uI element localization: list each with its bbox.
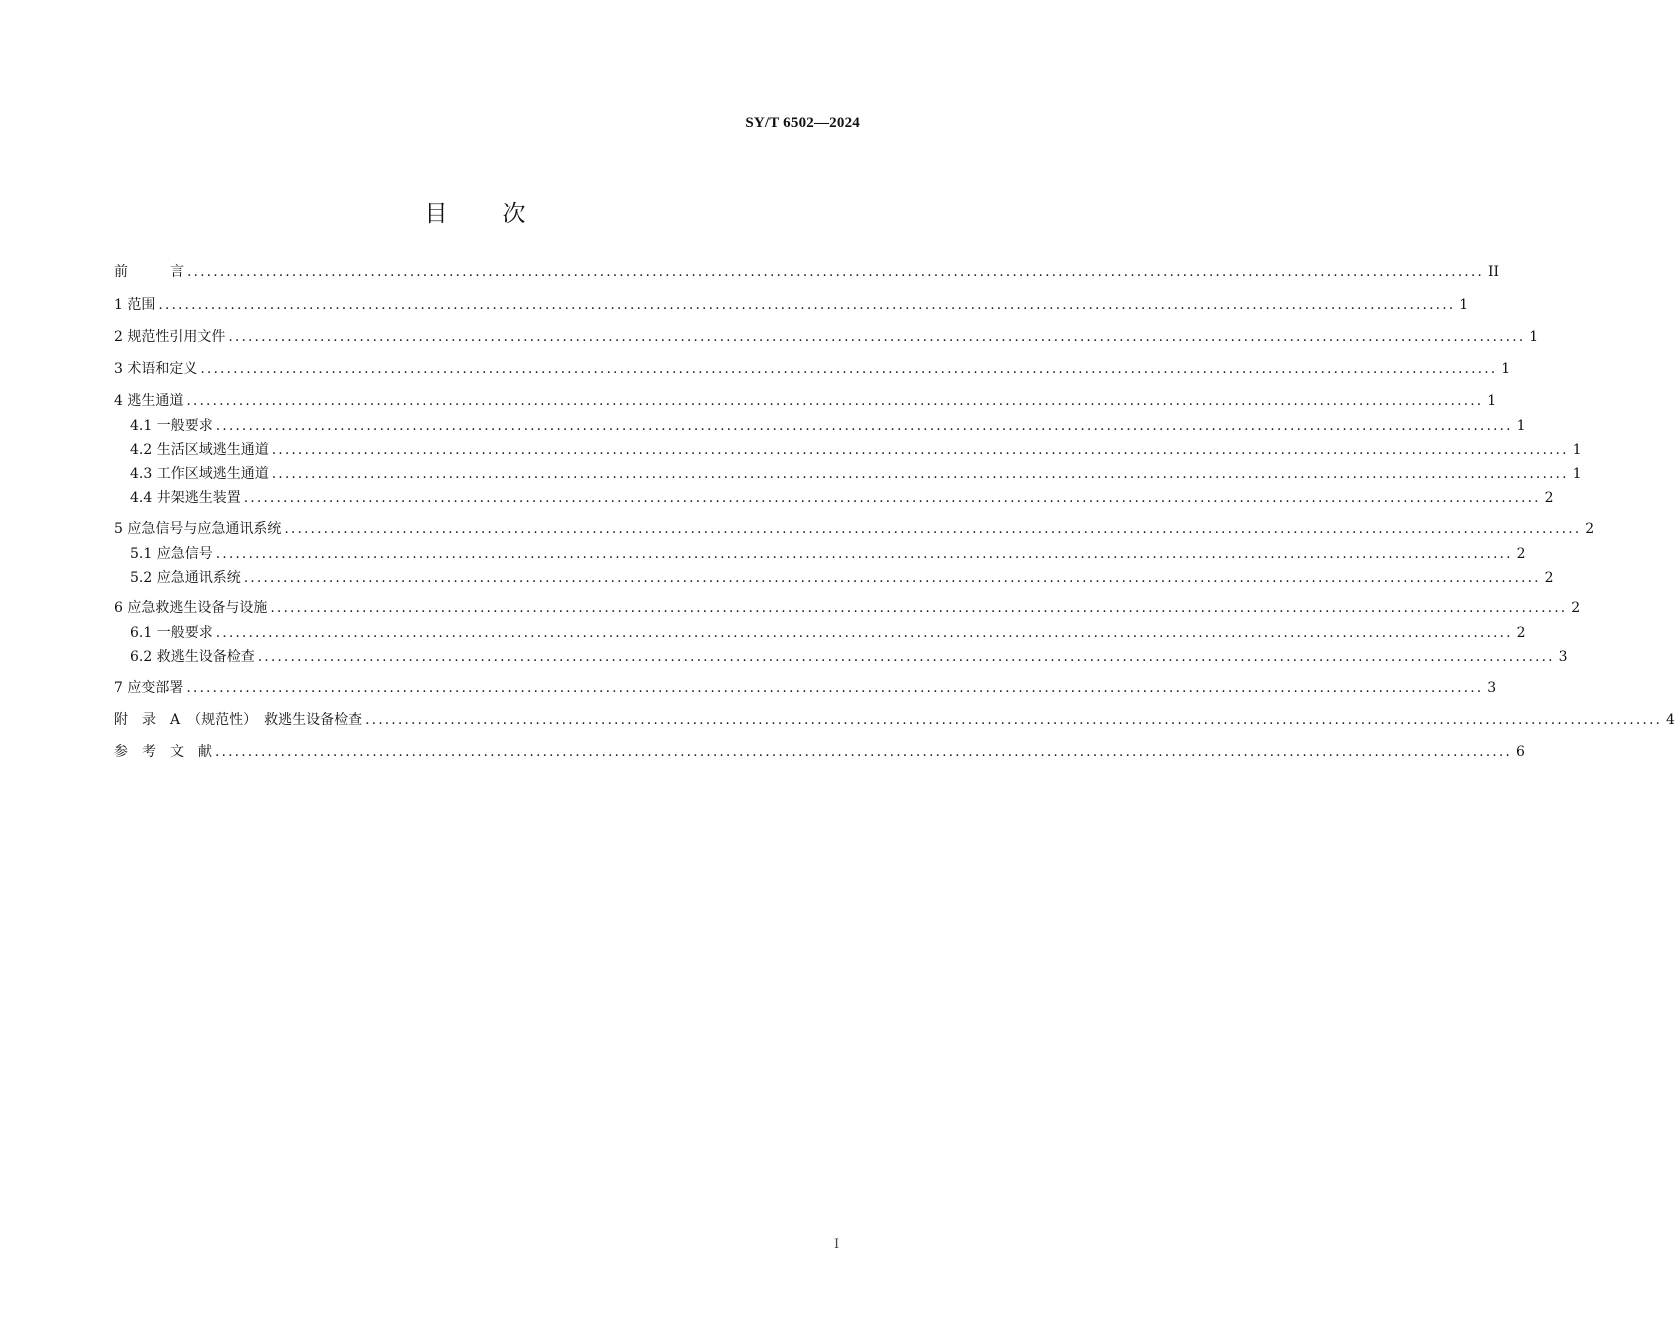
toc-entry-label: 7 应变部署	[114, 680, 184, 696]
toc-entry-4-3[interactable]	[130, 464, 1582, 484]
toc-entry-page: 2	[1544, 490, 1554, 506]
toc-entry-label: 附 录 A （规范性） 救逃生设备检查	[114, 712, 363, 728]
toc-entry-page: 1	[1487, 393, 1497, 409]
toc-entry-label: 前 言	[114, 264, 184, 280]
toc-entry-foreword[interactable]	[114, 262, 1499, 282]
dot-leader: ......................................................................................................................................................................................................	[187, 264, 1484, 280]
toc-entry-page: 1	[1529, 329, 1539, 345]
dot-leader: ......................................................................................................................................................................................................	[270, 600, 1568, 616]
toc-entry-appendix-a[interactable]	[114, 710, 1675, 730]
toc-entry-5-1[interactable]	[130, 544, 1526, 564]
dot-leader: ......................................................................................................................................................................................................	[365, 712, 1663, 728]
toc-entry-4-4[interactable]	[130, 488, 1554, 508]
toc-entry-label: 4.2 生活区域逃生通道	[130, 442, 269, 458]
toc-entry-page: 2	[1516, 546, 1526, 562]
toc-entry-label: 5 应急信号与应急通讯系统	[114, 521, 282, 537]
toc-entry-page: 1	[1572, 466, 1582, 482]
standard-code: SY/T 6502—2024	[745, 115, 860, 131]
dot-leader: ......................................................................................................................................................................................................	[284, 521, 1582, 537]
toc-entry-label: 3 术语和定义	[114, 361, 198, 377]
toc-entry-3[interactable]	[114, 359, 1511, 379]
dot-leader: ......................................................................................................................................................................................................	[215, 744, 1512, 760]
dot-leader: ......................................................................................................................................................................................................	[186, 680, 1484, 696]
dot-leader: ......................................................................................................................................................................................................	[200, 361, 1498, 377]
toc-entry-7[interactable]	[114, 678, 1497, 698]
toc-entry-label: 6.2 救逃生设备检查	[130, 649, 255, 665]
toc-entry-label: 4.4 井架逃生装置	[130, 490, 241, 506]
page-title	[0, 195, 950, 228]
title-char-2: 次	[502, 201, 526, 227]
toc-entry-page: 2	[1516, 625, 1526, 641]
title-char-1: 目	[424, 201, 448, 227]
toc-entry-label: 1 范围	[114, 297, 156, 313]
dot-leader: ......................................................................................................................................................................................................	[257, 649, 1555, 665]
dot-leader: ......................................................................................................................................................................................................	[243, 490, 1541, 506]
toc-entry-label: 6.1 一般要求	[130, 625, 213, 641]
toc-entry-page: 1	[1516, 418, 1526, 434]
toc-entry-5[interactable]	[114, 519, 1595, 539]
toc-entry-6[interactable]	[114, 598, 1581, 618]
dot-leader: ......................................................................................................................................................................................................	[243, 570, 1541, 586]
dot-leader: ......................................................................................................................................................................................................	[186, 393, 1484, 409]
toc-entry-page: 1	[1501, 361, 1511, 377]
dot-leader: ......................................................................................................................................................................................................	[271, 442, 1569, 458]
toc-entry-references[interactable]	[114, 742, 1525, 762]
toc-entry-label: 6 应急救逃生设备与设施	[114, 600, 268, 616]
dot-leader: ......................................................................................................................................................................................................	[158, 297, 1456, 313]
toc-entry-page: 6	[1515, 744, 1525, 760]
toc-entry-page: 2	[1571, 600, 1581, 616]
toc-entry-label: 参 考 文 献	[114, 744, 212, 760]
toc-entry-6-1[interactable]	[130, 623, 1526, 643]
toc-entry-page: 1	[1459, 297, 1469, 313]
toc-entry-4[interactable]	[114, 391, 1497, 411]
toc-entry-page: 3	[1558, 649, 1568, 665]
toc-entry-page: 2	[1544, 570, 1554, 586]
toc-entry-label: 4 逃生通道	[114, 393, 184, 409]
toc-entry-label: 5.2 应急通讯系统	[130, 570, 241, 586]
toc-entry-page: II	[1487, 264, 1499, 280]
toc-entry-6-2[interactable]	[130, 647, 1568, 667]
toc-entry-label: 4.1 一般要求	[130, 418, 213, 434]
toc-entry-page: 1	[1572, 442, 1582, 458]
toc-entry-2[interactable]	[114, 327, 1539, 347]
toc-entry-5-2[interactable]	[130, 568, 1554, 588]
toc-entry-label: 5.1 应急信号	[130, 546, 213, 562]
toc-entry-4-2[interactable]	[130, 440, 1582, 460]
dot-leader: ......................................................................................................................................................................................................	[215, 546, 1513, 562]
toc-entry-label: 4.3 工作区域逃生通道	[130, 466, 269, 482]
toc-entry-1[interactable]	[114, 295, 1469, 315]
toc-entry-page: 4	[1666, 712, 1675, 728]
toc-entry-page: 2	[1585, 521, 1595, 537]
dot-leader: ......................................................................................................................................................................................................	[228, 329, 1526, 345]
toc-entry-4-1[interactable]	[130, 416, 1526, 436]
page-number: I	[834, 1237, 840, 1252]
toc-entry-page: 3	[1487, 680, 1497, 696]
dot-leader: ......................................................................................................................................................................................................	[215, 625, 1513, 641]
dot-leader: ......................................................................................................................................................................................................	[215, 418, 1513, 434]
toc-entry-label: 2 规范性引用文件	[114, 329, 226, 345]
dot-leader: ......................................................................................................................................................................................................	[271, 466, 1569, 482]
